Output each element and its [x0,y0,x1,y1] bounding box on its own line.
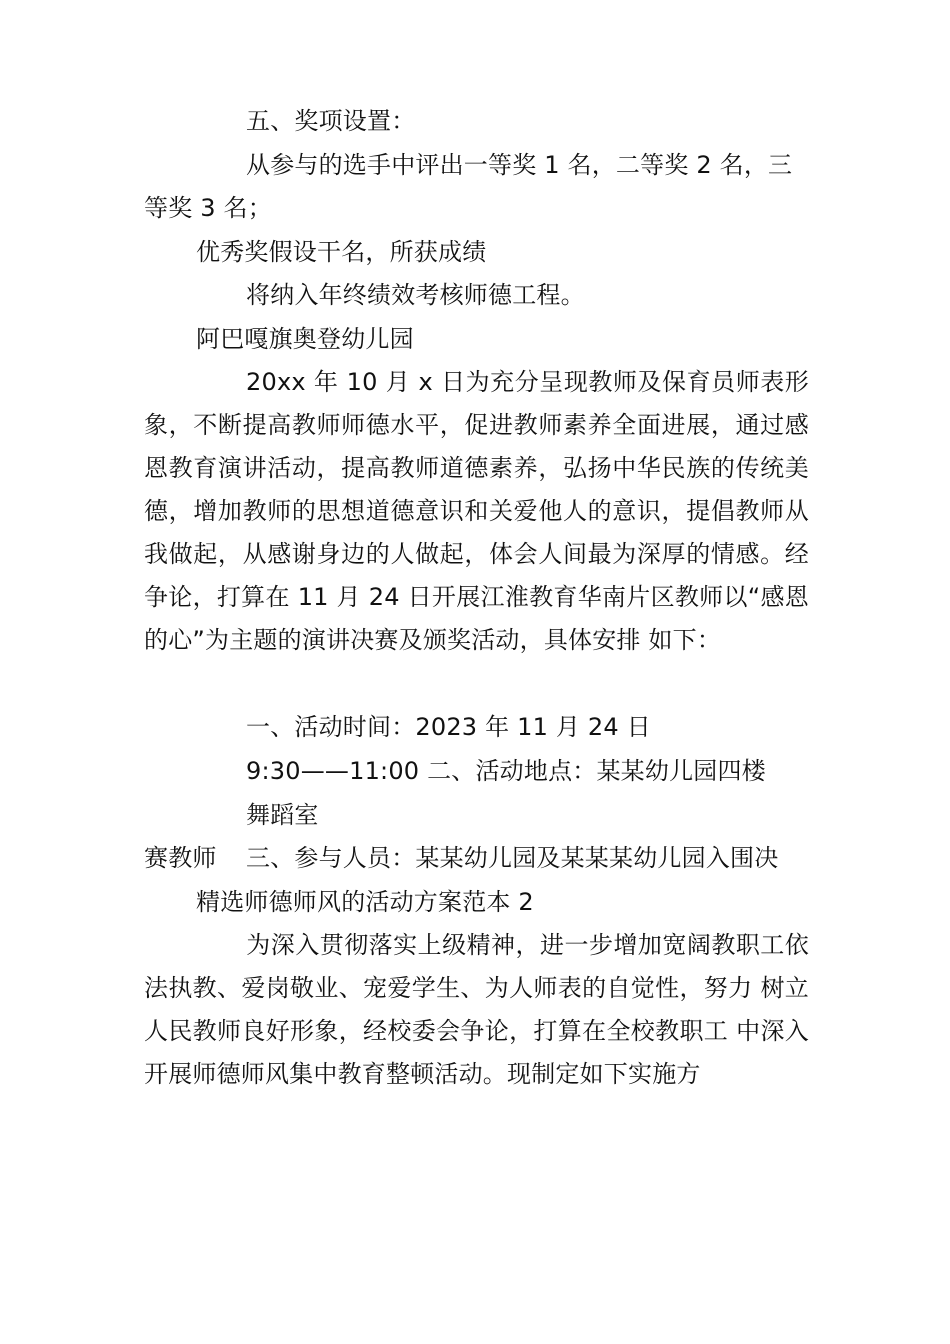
participants-prefix: 赛教师 [144,844,217,872]
plan-paragraph [144,924,809,1096]
activity-place-1: 9:30——11:00 二、活动地点：某某幼儿园四楼 [246,757,766,785]
award-line-2: 等奖 3 名； [144,194,272,222]
plan-paragraph-text: 为深入贯彻落实上级精神，进一步增加宽阔教职工依法执教、爱岗敬业、宠爱学生、为人师表的自觉性，努力 树立人民教师良好形象，经校委会争论，打算在全校教职工 中深入开展师德师风集中教育整顿活动。现制定如下实施方 [144,931,809,1088]
activity-place-2: 舞蹈室 [246,801,319,829]
intro-paragraph-text: 20xx 年 10 月 x 日为充分呈现教师及保育员师表形象，不断提高教师师德水平，促进教师素养全面进展，通过感恩教育演讲活动，提高教师道德素养，弘扬中华民族的传统美德，增加教师的思想道德意识和关爱他人的意识，提倡教师从我做起，从感谢身边的人做起，体会人间最为深厚的情感。经争论，打算在 11 月 24 日开展江淮教育华南片区教师以“感恩的心”为主题的演讲决赛及颁奖活动，具体安排 如下： [144,368,809,654]
award-line-1: 从参与的选手中评出一等奖 1 名，二等奖 2 名，三 [246,151,793,179]
award-heading: 五、奖项设置： [246,107,416,135]
participants-line: 三、参与人员：某某幼儿园及某某某幼儿园入围决 [246,844,779,872]
merit-award-line: 优秀奖假设干名，所获成绩 [196,238,487,266]
activity-time: 一、活动时间：2023 年 11 月 24 日 [246,713,651,741]
intro-paragraph [144,361,809,662]
performance-line: 将纳入年终绩效考核师德工程。 [246,281,585,309]
kindergarten-name: 阿巴嘎旗奥登幼儿园 [196,325,414,353]
section-title: 精选师德师风的活动方案范本 2 [196,888,534,916]
